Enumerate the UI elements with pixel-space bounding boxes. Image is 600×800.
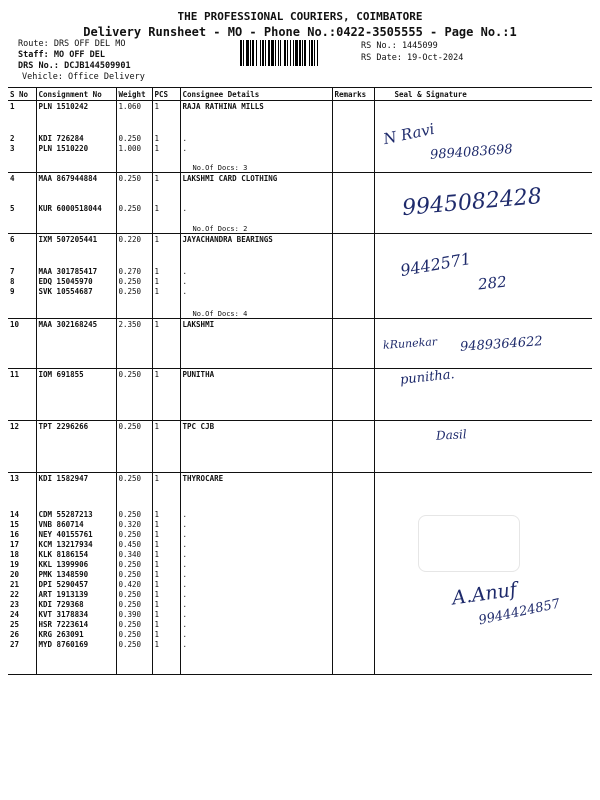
table-row bbox=[8, 244, 592, 276]
group-spacer-cell bbox=[8, 379, 36, 421]
cell-signature bbox=[374, 483, 592, 519]
table-row bbox=[8, 483, 592, 519]
barcode-bar bbox=[299, 40, 301, 66]
cell-consignment-no: HSR 7223614 bbox=[36, 619, 116, 629]
group-spacer-cell bbox=[36, 153, 116, 173]
barcode-bar bbox=[287, 40, 288, 66]
cell-signature bbox=[374, 101, 592, 112]
cell-remarks bbox=[332, 599, 374, 609]
table-row bbox=[8, 101, 592, 112]
barcode bbox=[240, 40, 352, 66]
group-spacer-cell bbox=[152, 153, 180, 173]
cell-remarks bbox=[332, 483, 374, 519]
group-spacer-cell bbox=[332, 296, 374, 319]
cell-consignee: . bbox=[180, 609, 332, 619]
group-footer-row bbox=[8, 431, 592, 473]
cell-consignee: . bbox=[180, 276, 332, 286]
group-spacer-cell bbox=[152, 649, 180, 675]
cell-sno: 24 bbox=[10, 610, 20, 619]
barcode-bar bbox=[262, 40, 264, 66]
route-text: Route: DRS OFF DEL MO bbox=[18, 39, 126, 49]
cell-consignee: . bbox=[180, 599, 332, 609]
cell-pcs: 1 bbox=[152, 173, 180, 184]
cell-pcs: 1 bbox=[152, 286, 180, 296]
cell-sno: 15 bbox=[10, 520, 20, 529]
faded-stamp bbox=[418, 515, 520, 572]
signature-2: 9945082428 bbox=[401, 183, 543, 222]
cell-consignee: LAKSHMI bbox=[180, 319, 332, 330]
cell-consignment-no: PMK 1348590 bbox=[36, 569, 116, 579]
drs-label: DRS No.: bbox=[18, 61, 59, 71]
cell-pcs: 1 bbox=[152, 276, 180, 286]
signature-6: Dasil bbox=[435, 427, 467, 443]
group-spacer-cell bbox=[374, 649, 592, 675]
docs-count: No.Of Docs: 3 bbox=[180, 153, 332, 173]
cell-consignment-no: KKL 1399906 bbox=[36, 559, 116, 569]
cell-sno: 7 bbox=[10, 267, 15, 276]
cell-pcs: 1 bbox=[152, 519, 180, 529]
group-spacer-cell bbox=[180, 379, 332, 421]
group-spacer-cell bbox=[8, 213, 36, 234]
group-spacer-cell bbox=[8, 153, 36, 173]
cell-pcs: 1 bbox=[152, 244, 180, 276]
cell-pcs: 1 bbox=[152, 473, 180, 484]
col-header-weight: Weight bbox=[116, 88, 152, 101]
barcode-bar bbox=[304, 40, 306, 66]
cell-pcs: 1 bbox=[152, 483, 180, 519]
cell-sno: 25 bbox=[10, 620, 20, 629]
vehicle-text: Vehicle: Office Delivery bbox=[22, 72, 145, 82]
cell-remarks bbox=[332, 589, 374, 599]
cell-consignment-no: CDM 55287213 bbox=[36, 483, 116, 519]
cell-consignment-no: IOM 691855 bbox=[36, 369, 116, 380]
cell-weight: 0.250 bbox=[116, 111, 152, 143]
drs-value: DCJB144509901 bbox=[64, 61, 131, 71]
cell-sno: 2 bbox=[10, 134, 15, 143]
rs-number: RS No.: 1445099 bbox=[361, 41, 438, 51]
cell-signature bbox=[374, 421, 592, 432]
cell-sno: 14 bbox=[10, 510, 20, 519]
group-spacer-cell bbox=[332, 153, 374, 173]
cell-sno: 11 bbox=[10, 370, 20, 379]
cell-sno: 10 bbox=[10, 320, 20, 329]
table-row bbox=[8, 629, 592, 639]
cell-remarks bbox=[332, 244, 374, 276]
cell-consignment-no: VNB 860714 bbox=[36, 519, 116, 529]
cell-pcs: 1 bbox=[152, 559, 180, 569]
cell-sno: 26 bbox=[10, 630, 20, 639]
cell-pcs: 1 bbox=[152, 569, 180, 579]
group-spacer-cell bbox=[116, 213, 152, 234]
cell-consignee: . bbox=[180, 111, 332, 143]
cell-weight: 0.250 bbox=[116, 559, 152, 569]
table-row bbox=[8, 319, 592, 330]
rs-date: RS Date: 19-Oct-2024 bbox=[361, 53, 464, 63]
cell-sno: 13 bbox=[10, 474, 20, 483]
drs-text bbox=[18, 61, 131, 71]
cell-pcs: 1 bbox=[152, 234, 180, 245]
group-spacer-cell bbox=[180, 649, 332, 675]
cell-remarks bbox=[332, 421, 374, 432]
group-spacer-cell bbox=[8, 431, 36, 473]
cell-weight: 2.350 bbox=[116, 319, 152, 330]
cell-sno: 16 bbox=[10, 530, 20, 539]
cell-signature bbox=[374, 629, 592, 639]
group-spacer-cell bbox=[332, 379, 374, 421]
barcode-bar bbox=[256, 40, 257, 66]
table-row bbox=[8, 173, 592, 184]
group-spacer-cell bbox=[152, 329, 180, 369]
cell-consignment-no: SVK 10554687 bbox=[36, 286, 116, 296]
cell-remarks bbox=[332, 639, 374, 649]
barcode-bar bbox=[309, 40, 310, 66]
cell-weight: 0.390 bbox=[116, 609, 152, 619]
col-header-consignment: Consignment No bbox=[36, 88, 116, 101]
barcode-bar bbox=[311, 40, 313, 66]
signature-4-phone: 9489364622 bbox=[459, 334, 544, 355]
cell-consignee: . bbox=[180, 579, 332, 589]
cell-consignment-no: MAA 301785417 bbox=[36, 244, 116, 276]
signature-7-phone: 9944424857 bbox=[477, 596, 562, 629]
cell-consignment-no: KVT 3178834 bbox=[36, 609, 116, 619]
cell-consignee: . bbox=[180, 539, 332, 549]
cell-sno: 27 bbox=[10, 640, 20, 649]
cell-remarks bbox=[332, 143, 374, 153]
cell-weight: 0.250 bbox=[116, 629, 152, 639]
cell-consignment-no: PLN 1510220 bbox=[36, 143, 116, 153]
cell-weight: 1.000 bbox=[116, 143, 152, 153]
cell-sno: 19 bbox=[10, 560, 20, 569]
cell-remarks bbox=[332, 579, 374, 589]
signature-3b: 282 bbox=[477, 272, 508, 294]
cell-remarks bbox=[332, 183, 374, 213]
group-footer-row bbox=[8, 296, 592, 319]
group-spacer-cell bbox=[152, 296, 180, 319]
group-spacer-cell bbox=[180, 329, 332, 369]
cell-consignee: . bbox=[180, 286, 332, 296]
group-spacer-cell bbox=[116, 329, 152, 369]
group-spacer-cell bbox=[36, 649, 116, 675]
cell-consignment-no: KDI 729368 bbox=[36, 599, 116, 609]
group-spacer-cell bbox=[36, 431, 116, 473]
barcode-bar bbox=[246, 40, 249, 66]
signature-4-name: kRunekar bbox=[382, 335, 438, 352]
staff-label: Staff: bbox=[18, 50, 49, 60]
signature-1-phone: 9894083698 bbox=[429, 142, 514, 163]
cell-consignment-no: NEY 40155761 bbox=[36, 529, 116, 539]
docs-count: No.Of Docs: 2 bbox=[180, 213, 332, 234]
cell-consignment-no: KRG 263091 bbox=[36, 629, 116, 639]
cell-weight: 0.250 bbox=[116, 639, 152, 649]
cell-pcs: 1 bbox=[152, 529, 180, 539]
cell-consignment-no: IXM 507205441 bbox=[36, 234, 116, 245]
cell-weight: 0.250 bbox=[116, 183, 152, 213]
barcode-bar bbox=[317, 40, 318, 66]
cell-weight: 1.060 bbox=[116, 101, 152, 112]
cell-remarks bbox=[332, 629, 374, 639]
cell-consignee: . bbox=[180, 589, 332, 599]
cell-sno: 23 bbox=[10, 600, 20, 609]
cell-pcs: 1 bbox=[152, 539, 180, 549]
group-spacer-cell bbox=[332, 431, 374, 473]
cell-remarks bbox=[332, 369, 374, 380]
cell-weight: 0.420 bbox=[116, 579, 152, 589]
col-header-pcs: PCS bbox=[152, 88, 180, 101]
cell-consignee: TPC CJB bbox=[180, 421, 332, 432]
cell-pcs: 1 bbox=[152, 609, 180, 619]
runsheet-title: Delivery Runsheet - MO - Phone No.:0422-3505555 - Page No.:1 bbox=[83, 25, 517, 39]
staff-value: MO OFF DEL bbox=[53, 50, 106, 60]
cell-consignment-no: KUR 6000518044 bbox=[36, 183, 116, 213]
cell-sno: 21 bbox=[10, 580, 20, 589]
cell-remarks bbox=[332, 539, 374, 549]
group-spacer-cell bbox=[332, 649, 374, 675]
cell-pcs: 1 bbox=[152, 629, 180, 639]
cell-weight: 0.250 bbox=[116, 483, 152, 519]
cell-pcs: 1 bbox=[152, 369, 180, 380]
cell-signature bbox=[374, 234, 592, 245]
cell-pcs: 1 bbox=[152, 319, 180, 330]
col-header-signature: Seal & Signature bbox=[374, 88, 592, 101]
barcode-bar bbox=[271, 40, 274, 66]
group-spacer-cell bbox=[152, 431, 180, 473]
cell-sno: 6 bbox=[10, 235, 15, 244]
cell-weight: 0.450 bbox=[116, 539, 152, 549]
cell-pcs: 1 bbox=[152, 579, 180, 589]
cell-pcs: 1 bbox=[152, 183, 180, 213]
cell-pcs: 1 bbox=[152, 599, 180, 609]
table-row bbox=[8, 111, 592, 143]
group-spacer-cell bbox=[8, 329, 36, 369]
table-header-row bbox=[8, 88, 592, 101]
table-row bbox=[8, 234, 592, 245]
cell-pcs: 1 bbox=[152, 111, 180, 143]
cell-pcs: 1 bbox=[152, 143, 180, 153]
barcode-bar bbox=[293, 40, 294, 66]
cell-pcs: 1 bbox=[152, 101, 180, 112]
group-spacer-cell bbox=[374, 296, 592, 319]
cell-weight: 0.320 bbox=[116, 519, 152, 529]
cell-weight: 0.250 bbox=[116, 473, 152, 484]
cell-weight: 0.250 bbox=[116, 421, 152, 432]
cell-pcs: 1 bbox=[152, 549, 180, 559]
cell-consignment-no: EDQ 15045970 bbox=[36, 276, 116, 286]
barcode-bar bbox=[284, 40, 286, 66]
group-spacer-cell bbox=[8, 649, 36, 675]
cell-weight: 0.340 bbox=[116, 549, 152, 559]
table-row bbox=[8, 473, 592, 484]
cell-remarks bbox=[332, 549, 374, 559]
cell-remarks bbox=[332, 286, 374, 296]
group-spacer-cell bbox=[116, 153, 152, 173]
cell-sno: 20 bbox=[10, 570, 20, 579]
cell-weight: 0.250 bbox=[116, 619, 152, 629]
cell-remarks bbox=[332, 519, 374, 529]
group-spacer-cell bbox=[152, 213, 180, 234]
barcode-bar bbox=[260, 40, 261, 66]
cell-signature bbox=[374, 173, 592, 184]
cell-sno: 4 bbox=[10, 174, 15, 183]
signature-5: punitha. bbox=[399, 367, 456, 388]
cell-weight: 0.250 bbox=[116, 589, 152, 599]
cell-sno: 5 bbox=[10, 204, 15, 213]
cell-weight: 0.250 bbox=[116, 369, 152, 380]
cell-consignment-no: MAA 302168245 bbox=[36, 319, 116, 330]
cell-remarks bbox=[332, 319, 374, 330]
group-spacer-cell bbox=[332, 329, 374, 369]
cell-consignee: PUNITHA bbox=[180, 369, 332, 380]
cell-signature bbox=[374, 639, 592, 649]
cell-remarks bbox=[332, 234, 374, 245]
cell-remarks bbox=[332, 619, 374, 629]
barcode-bar bbox=[302, 40, 303, 66]
cell-sno: 18 bbox=[10, 550, 20, 559]
group-spacer-cell bbox=[116, 379, 152, 421]
barcode-bar bbox=[265, 40, 266, 66]
cell-consignee: JAYACHANDRA BEARINGS bbox=[180, 234, 332, 245]
table-row bbox=[8, 639, 592, 649]
cell-weight: 0.250 bbox=[116, 529, 152, 539]
cell-sno: 12 bbox=[10, 422, 20, 431]
cell-consignee: . bbox=[180, 244, 332, 276]
barcode-bar bbox=[268, 40, 270, 66]
barcode-bar bbox=[240, 40, 242, 66]
cell-consignment-no: KDI 1582947 bbox=[36, 473, 116, 484]
cell-consignment-no: KCM 13217934 bbox=[36, 539, 116, 549]
cell-pcs: 1 bbox=[152, 619, 180, 629]
group-spacer-cell bbox=[116, 649, 152, 675]
cell-consignee: RAJA RATHINA MILLS bbox=[180, 101, 332, 112]
barcode-bar bbox=[278, 40, 279, 66]
cell-weight: 0.270 bbox=[116, 244, 152, 276]
cell-remarks bbox=[332, 569, 374, 579]
col-header-remarks: Remarks bbox=[332, 88, 374, 101]
cell-remarks bbox=[332, 276, 374, 286]
cell-consignee: LAKSHMI CARD CLOTHING bbox=[180, 173, 332, 184]
cell-consignee: . bbox=[180, 549, 332, 559]
cell-consignee: . bbox=[180, 559, 332, 569]
group-spacer-cell bbox=[152, 379, 180, 421]
cell-sno: 1 bbox=[10, 102, 15, 111]
table-row bbox=[8, 369, 592, 380]
barcode-bar bbox=[250, 40, 251, 66]
cell-weight: 0.250 bbox=[116, 173, 152, 184]
cell-consignee: . bbox=[180, 183, 332, 213]
cell-sno: 17 bbox=[10, 540, 20, 549]
cell-pcs: 1 bbox=[152, 421, 180, 432]
cell-sno: 8 bbox=[10, 277, 15, 286]
signature-7-name: A.Anuf bbox=[450, 578, 519, 610]
cell-remarks bbox=[332, 101, 374, 112]
barcode-bar bbox=[314, 40, 315, 66]
cell-signature bbox=[374, 473, 592, 484]
group-spacer-cell bbox=[180, 431, 332, 473]
cell-consignment-no: PLN 1510242 bbox=[36, 101, 116, 112]
barcode-bar bbox=[252, 40, 254, 66]
cell-sno: 22 bbox=[10, 590, 20, 599]
cell-consignee: . bbox=[180, 143, 332, 153]
barcode-bar bbox=[280, 40, 281, 66]
cell-remarks bbox=[332, 173, 374, 184]
cell-consignment-no: ART 1913139 bbox=[36, 589, 116, 599]
group-spacer-cell bbox=[116, 431, 152, 473]
barcode-bar bbox=[243, 40, 244, 66]
cell-consignee: . bbox=[180, 569, 332, 579]
group-spacer-cell bbox=[36, 296, 116, 319]
cell-consignment-no: MYD 8760169 bbox=[36, 639, 116, 649]
cell-remarks bbox=[332, 609, 374, 619]
cell-consignee: THYROCARE bbox=[180, 473, 332, 484]
col-header-consignee: Consignee Details bbox=[180, 88, 332, 101]
cell-remarks bbox=[332, 529, 374, 539]
group-spacer-cell bbox=[36, 329, 116, 369]
cell-consignment-no: KLK 8186154 bbox=[36, 549, 116, 559]
signature-1-name: N Ravi bbox=[381, 119, 437, 149]
cell-consignee: . bbox=[180, 529, 332, 539]
group-spacer-cell bbox=[332, 213, 374, 234]
cell-weight: 0.220 bbox=[116, 234, 152, 245]
cell-consignee: . bbox=[180, 639, 332, 649]
group-spacer-cell bbox=[36, 213, 116, 234]
cell-remarks bbox=[332, 111, 374, 143]
group-footer-row bbox=[8, 213, 592, 234]
cell-pcs: 1 bbox=[152, 589, 180, 599]
cell-weight: 0.250 bbox=[116, 286, 152, 296]
group-footer-row bbox=[8, 649, 592, 675]
docs-count: No.Of Docs: 4 bbox=[180, 296, 332, 319]
cell-consignee: . bbox=[180, 483, 332, 519]
cell-consignee: . bbox=[180, 619, 332, 629]
cell-remarks bbox=[332, 559, 374, 569]
cell-consignee: . bbox=[180, 629, 332, 639]
company-title: THE PROFESSIONAL COURIERS, COIMBATORE bbox=[177, 10, 423, 23]
group-spacer-cell bbox=[8, 296, 36, 319]
barcode-bar bbox=[275, 40, 276, 66]
cell-consignment-no: TPT 2296266 bbox=[36, 421, 116, 432]
group-footer-row bbox=[8, 379, 592, 421]
cell-weight: 0.250 bbox=[116, 599, 152, 609]
signature-3a: 9442571 bbox=[398, 248, 473, 281]
barcode-bar bbox=[290, 40, 291, 66]
cell-signature bbox=[374, 319, 592, 330]
cell-consignment-no: DPI 5290457 bbox=[36, 579, 116, 589]
barcode-bar bbox=[295, 40, 298, 66]
cell-consignment-no: KDI 726284 bbox=[36, 111, 116, 143]
group-spacer-cell bbox=[374, 431, 592, 473]
cell-pcs: 1 bbox=[152, 639, 180, 649]
cell-weight: 0.250 bbox=[116, 276, 152, 286]
cell-weight: 0.250 bbox=[116, 569, 152, 579]
staff-text bbox=[18, 50, 105, 60]
cell-sno: 9 bbox=[10, 287, 15, 296]
cell-remarks bbox=[332, 473, 374, 484]
group-spacer-cell bbox=[36, 379, 116, 421]
cell-consignee: . bbox=[180, 519, 332, 529]
group-spacer-cell bbox=[116, 296, 152, 319]
cell-consignment-no: MAA 867944884 bbox=[36, 173, 116, 184]
table-row bbox=[8, 421, 592, 432]
col-header-sno: S No bbox=[8, 88, 36, 101]
cell-sno: 3 bbox=[10, 144, 15, 153]
